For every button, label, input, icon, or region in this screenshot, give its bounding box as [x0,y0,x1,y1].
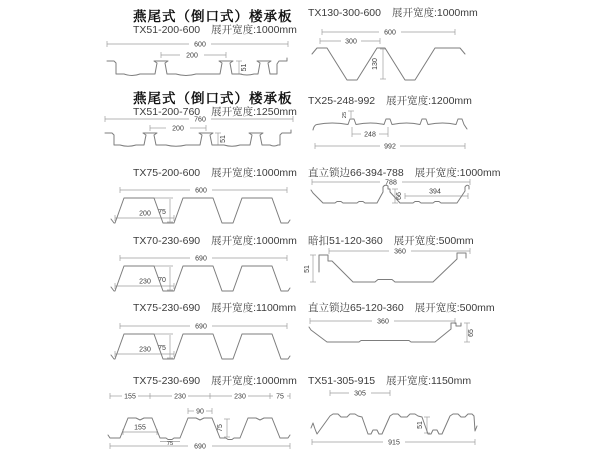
dim-label: 51 [417,421,424,429]
dim-label: 65 [468,329,475,337]
dim-height [215,133,227,145]
coil-width-label: 展开宽度:1100mm [211,302,297,314]
panel-subtitle-l5 [133,300,296,315]
model-label: 直立锁边65-120-360 [308,302,404,314]
panel-subtitle-r5 [308,300,495,315]
dim-crest-base [123,425,157,436]
profile-outline [107,58,287,76]
section-title-dovetail-1: 燕尾式（倒口式）楼承板 [133,9,293,24]
coil-width-label: 展开宽度:1000mm [211,235,297,247]
dim-label: 75 [158,209,166,216]
profile-drawing-tx51-305-915 [305,384,505,448]
dim-height [154,198,173,222]
profile-outline [309,323,461,342]
section-title-dovetail-2: 燕尾式（倒口式）楼承板 [133,91,293,106]
profile-drawing-concealed-clip-51 [305,244,505,294]
dim-pitch [330,390,390,398]
profile-drawing-standing-seam-65 [305,314,505,356]
dim-label: 130 [372,58,379,70]
dim-label: 600 [194,41,206,49]
dim-height [464,323,475,342]
dim-overall [110,443,290,450]
panel-subtitle-l1 [133,22,297,37]
dim-label: 248 [364,131,376,139]
dim-label: 305 [354,390,366,398]
dim-label: 75 [217,424,224,432]
dim-label: 360 [377,318,389,326]
dim-pitch [320,38,380,46]
dim-overall [120,187,287,195]
panel-subtitle-l4 [133,233,297,248]
profile-drawing-tx75-230-690-1000 [100,386,300,450]
model-label: TX51-200-760 [133,106,201,118]
coil-width-label: 展开宽度:1000mm [211,167,297,179]
dim-label: 90 [196,408,204,416]
dim-height [417,417,430,433]
dim-label: 230 [139,278,151,286]
dim-label: 760 [194,116,206,124]
coil-width-label: 展开宽度:1000mm [211,375,297,387]
profile-drawing-tx75-230-690-1100 [100,316,300,372]
profile-outline [111,198,290,223]
coil-width-label: 展开宽度:1200mm [386,95,472,107]
dim-label: 600 [384,29,396,37]
profile-drawing-standing-seam-66 [305,176,505,216]
profile-outline [319,253,466,282]
dim-label: 75 [158,345,166,352]
dim-label: 300 [345,38,357,46]
coil-width-label: 展开宽度:500mm [393,235,474,247]
model-label: TX75-230-690 [133,375,201,387]
panel-subtitle-r1 [308,5,478,20]
dim-height [342,111,354,118]
dim-label: 155 [134,424,146,432]
coil-width-label: 展开宽度:1000mm [211,24,297,36]
dim-label: 690 [195,255,207,263]
profile-outline [111,266,290,291]
dim-overall [310,318,455,326]
dim-overall [105,116,293,124]
dim-pitch [150,125,206,133]
model-label: TX70-230-690 [133,235,201,247]
dim-label: 915 [388,439,400,447]
dim-top-segments [110,393,290,401]
dim-overall [315,143,465,151]
dim-overall [329,248,470,256]
dim-height [154,334,173,358]
dim-height [236,61,248,74]
model-label: 直立锁边66-394-788 [308,167,404,179]
profile-outline [111,334,290,359]
model-label: TX51-200-600 [133,24,201,36]
profile-outline [311,185,469,203]
dim-label: 690 [194,443,206,450]
dim-pitch [352,127,388,139]
dim-pitch [161,52,226,60]
dim-half-width [405,189,468,200]
dim-label: 70 [158,277,166,284]
dim-label: 200 [172,125,184,133]
dim-label: 75 [276,393,284,401]
coil-width-label: 展开宽度:1250mm [211,106,297,118]
profile-outline [313,119,467,130]
dim-label: 25 [342,111,348,119]
dim-label: 155 [124,393,136,401]
dim-label: 230 [174,393,186,401]
dim-overall [107,41,288,49]
coil-width-label: 展开宽度:1000mm [391,7,478,19]
dim-label: 690 [195,323,207,331]
dim-label: 200 [139,210,151,218]
dim-overall [120,323,287,331]
panel-subtitle-l3 [133,165,297,180]
profile-drawing-tx51-200-600 [100,36,300,84]
model-label: TX75-200-600 [133,167,201,179]
profile-outline [312,48,465,80]
dim-crest-width [188,408,212,416]
profile-drawing-tx25-248-992 [305,106,495,154]
dim-label: 992 [384,143,396,151]
dim-label: 66 [396,192,403,200]
dim-overall [322,29,455,37]
dim-height [154,266,173,290]
profile-drawing-tx130-300-600 [305,24,495,86]
model-label: TX130-300-600 [308,7,381,19]
dim-label: 230 [139,346,151,354]
profile-drawing-tx51-200-760 [100,112,300,160]
coil-width-label: 展开宽度:500mm [414,302,495,314]
dim-label: 788 [385,179,397,187]
coil-width-label: 展开宽度:1150mm [386,375,472,387]
dim-label: 51 [241,63,248,72]
profile-outline [105,130,291,146]
dim-label: 51 [220,135,227,143]
profile-drawing-tx75-200-600 [100,180,300,236]
dim-overall [312,439,475,447]
model-label: TX25-248-992 [308,95,376,107]
dim-label: 600 [195,187,207,195]
dim-overall [120,255,287,263]
dim-height [304,255,316,282]
dim-label: 75 [166,441,174,447]
model-label: 暗扣51-120-360 [308,235,383,247]
model-label: TX75-230-690 [133,302,201,314]
dim-label: 51 [304,265,311,273]
model-label: TX51-305-915 [308,375,376,387]
coil-width-label: 展开宽度:1000mm [414,167,501,179]
profile-drawing-tx70-230-690 [100,248,300,304]
dim-label: 200 [186,52,198,60]
dim-label: 360 [394,248,406,256]
profile-outline [311,414,477,434]
dim-label: 230 [234,393,246,401]
dim-overall [312,179,470,187]
dim-label: 394 [429,188,441,196]
